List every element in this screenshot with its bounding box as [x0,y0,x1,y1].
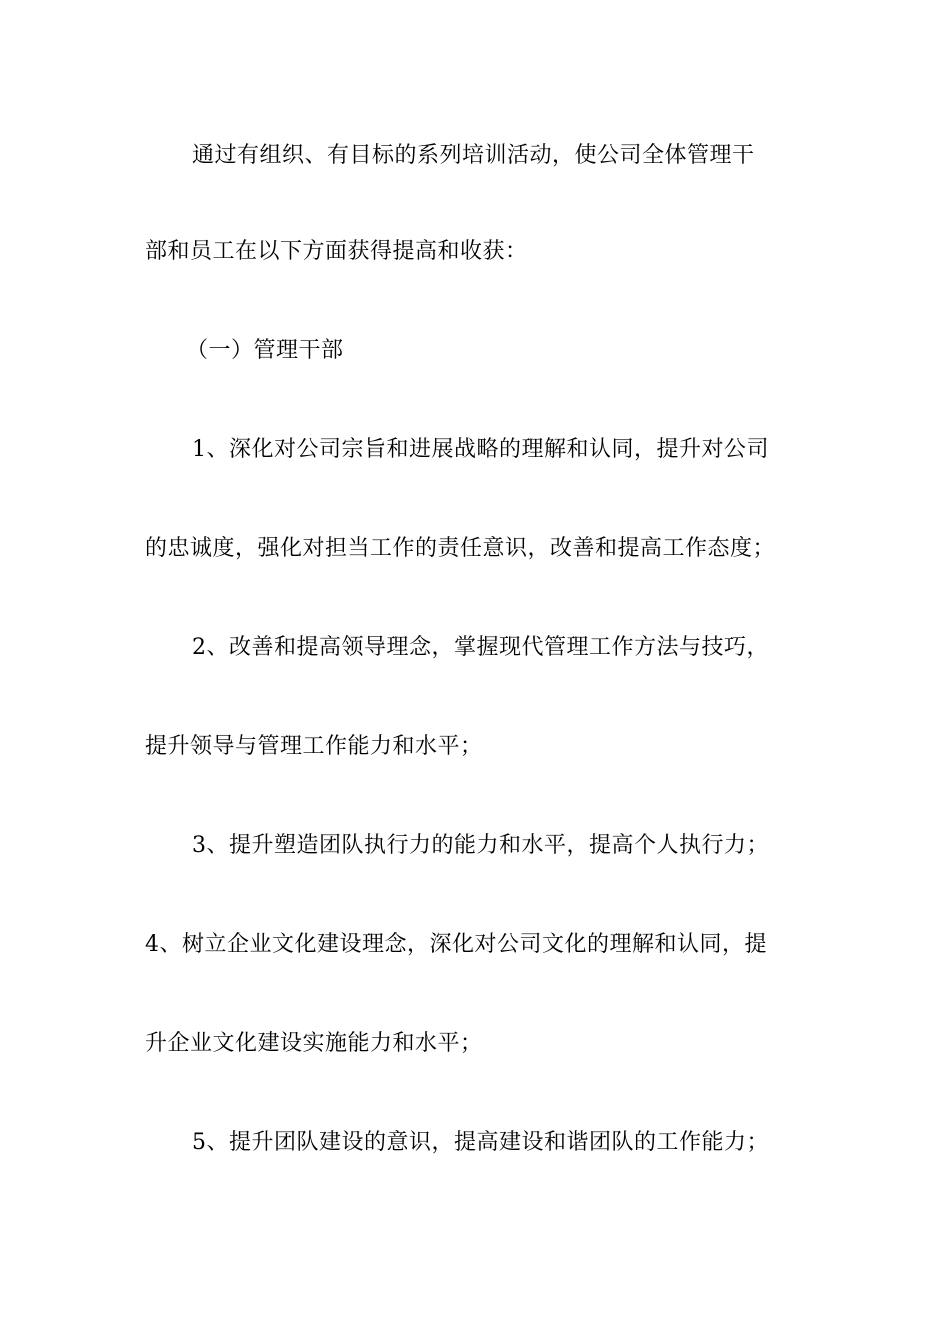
item-1-line-1: 1、深化对公司宗旨和进展战略的理解和认同，提升对公司 [192,437,769,462]
item-4-line-2: 升企业文化建设实施能力和水平； [145,1031,483,1056]
paragraph-intro-line-1: 通过有组织、有目标的系列培训活动，使公司全体管理干 [192,143,755,168]
item-1-line-2: 的忠诚度，强化对担当工作的责任意识，改善和提高工作态度； [145,536,776,561]
item-2-line-1: 2、改善和提高领导理念，掌握现代管理工作方法与技巧， [192,635,769,660]
item-4-line-1: 4、树立企业文化建设理念，深化对公司文化的理解和认同，提 [145,932,767,957]
item-2-line-2: 提升领导与管理工作能力和水平； [145,734,483,759]
item-5-line-1: 5、提升团队建设的意识，提高建设和谐团队的工作能力； [192,1130,769,1155]
paragraph-intro-line-2: 部和员工在以下方面获得提高和收获： [145,239,528,264]
item-3-line-1: 3、提升塑造团队执行力的能力和水平，提高个人执行力； [192,833,769,858]
section-heading: （一）管理干部 [186,338,344,363]
